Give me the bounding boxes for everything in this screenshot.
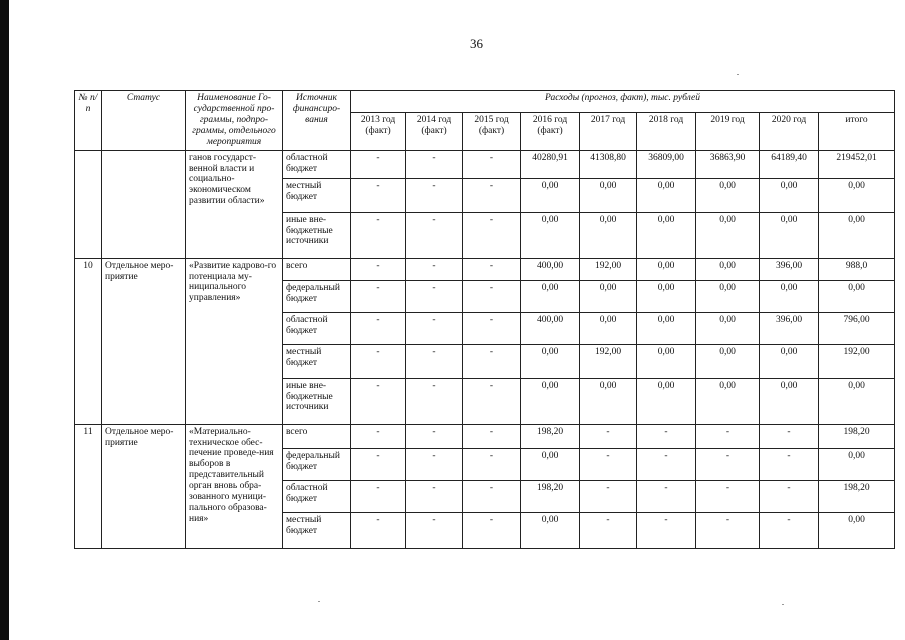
- row-value: -: [637, 424, 696, 448]
- row-value: 988,0: [819, 258, 895, 280]
- row-value: 0,00: [580, 378, 637, 424]
- row-value: 41308,80: [580, 150, 637, 178]
- row-value: 0,00: [521, 448, 580, 480]
- row-value: -: [406, 212, 463, 258]
- row-value: -: [406, 258, 463, 280]
- scan-speck: [782, 604, 784, 605]
- row-value: -: [696, 512, 760, 548]
- scan-speck: [318, 601, 320, 602]
- row-value: 0,00: [521, 378, 580, 424]
- row-value: 198,20: [819, 480, 895, 512]
- row-value: 0,00: [637, 312, 696, 344]
- row-value: 0,00: [521, 178, 580, 212]
- row-value: -: [406, 378, 463, 424]
- row-source: всего: [283, 424, 351, 448]
- row-value: -: [351, 480, 406, 512]
- row-value: 0,00: [696, 378, 760, 424]
- row-value: 0,00: [637, 178, 696, 212]
- row-value: 0,00: [760, 280, 819, 312]
- row-value: -: [463, 150, 521, 178]
- row-source: всего: [283, 258, 351, 280]
- row-value: 0,00: [637, 258, 696, 280]
- row-value: -: [406, 312, 463, 344]
- row-value: -: [406, 480, 463, 512]
- row-value: 0,00: [696, 312, 760, 344]
- row-name: «Материально-техническое обес-печение проведе-ния выборов в представительный орган вновь обра-зованного муници-пального образова-ния»: [186, 424, 283, 548]
- row-value: 198,20: [819, 424, 895, 448]
- row-value: 0,00: [580, 178, 637, 212]
- row-source: федеральный бюджет: [283, 448, 351, 480]
- row-value: 0,00: [521, 512, 580, 548]
- header-year: 2013 год (факт): [351, 113, 406, 150]
- row-value: -: [760, 424, 819, 448]
- row-source: местный бюджет: [283, 344, 351, 378]
- row-value: 396,00: [760, 312, 819, 344]
- header-year: итого: [819, 113, 895, 150]
- row-value: 0,00: [637, 378, 696, 424]
- header-year: 2019 год: [696, 113, 760, 150]
- row-value: 36809,00: [637, 150, 696, 178]
- row-value: 0,00: [696, 344, 760, 378]
- row-value: 0,00: [696, 212, 760, 258]
- row-value: 192,00: [580, 344, 637, 378]
- row-value: -: [463, 312, 521, 344]
- row-value: 0,00: [819, 178, 895, 212]
- row-value: -: [463, 378, 521, 424]
- row-value: 0,00: [819, 212, 895, 258]
- scan-edge: [0, 0, 9, 640]
- row-number: [75, 150, 102, 258]
- row-value: -: [463, 424, 521, 448]
- row-value: -: [463, 280, 521, 312]
- row-value: -: [580, 424, 637, 448]
- row-value: 0,00: [760, 344, 819, 378]
- header-num: № п/п: [75, 91, 102, 151]
- row-value: -: [406, 424, 463, 448]
- row-value: -: [351, 280, 406, 312]
- row-value: -: [463, 448, 521, 480]
- row-value: -: [580, 448, 637, 480]
- row-value: -: [351, 424, 406, 448]
- row-value: -: [351, 178, 406, 212]
- row-value: 198,20: [521, 424, 580, 448]
- header-year: 2017 год: [580, 113, 637, 150]
- row-value: -: [351, 258, 406, 280]
- row-value: -: [580, 480, 637, 512]
- row-value: -: [463, 212, 521, 258]
- header-source: Источник финансиро-вания: [283, 91, 351, 151]
- row-value: 198,20: [521, 480, 580, 512]
- row-value: -: [463, 512, 521, 548]
- header-year: 2015 год (факт): [463, 113, 521, 150]
- row-name: ганов государст-венной власти и социально-экономическом развитии области»: [186, 150, 283, 258]
- row-value: 192,00: [819, 344, 895, 378]
- row-source: федеральный бюджет: [283, 280, 351, 312]
- table-row: [75, 424, 895, 448]
- row-value: 0,00: [696, 258, 760, 280]
- row-status: [102, 150, 186, 258]
- row-value: -: [463, 178, 521, 212]
- row-value: -: [351, 344, 406, 378]
- row-value: -: [406, 150, 463, 178]
- row-value: -: [637, 512, 696, 548]
- row-value: 0,00: [637, 280, 696, 312]
- header-year: 2018 год: [637, 113, 696, 150]
- row-value: -: [406, 448, 463, 480]
- row-value: 0,00: [819, 512, 895, 548]
- row-value: -: [351, 448, 406, 480]
- row-value: 796,00: [819, 312, 895, 344]
- row-number: 11: [75, 424, 102, 548]
- row-source: иные вне-бюджетные источники: [283, 212, 351, 258]
- row-value: -: [760, 448, 819, 480]
- row-value: 0,00: [580, 280, 637, 312]
- row-value: 0,00: [696, 280, 760, 312]
- row-value: 400,00: [521, 312, 580, 344]
- row-source: областной бюджет: [283, 480, 351, 512]
- row-value: 0,00: [521, 212, 580, 258]
- header-year: 2020 год: [760, 113, 819, 150]
- row-source: местный бюджет: [283, 512, 351, 548]
- table-row: [75, 150, 895, 178]
- row-source: местный бюджет: [283, 178, 351, 212]
- row-value: -: [463, 258, 521, 280]
- row-value: 0,00: [521, 344, 580, 378]
- row-status: Отдельное меро-приятие: [102, 258, 186, 424]
- row-value: -: [580, 512, 637, 548]
- row-value: -: [351, 378, 406, 424]
- row-value: 64189,40: [760, 150, 819, 178]
- row-value: -: [760, 512, 819, 548]
- header-year: 2016 год (факт): [521, 113, 580, 150]
- row-value: 40280,91: [521, 150, 580, 178]
- row-value: -: [406, 512, 463, 548]
- budget-table: [74, 90, 895, 549]
- row-value: 0,00: [819, 378, 895, 424]
- header-status: Статус: [102, 91, 186, 151]
- row-value: 0,00: [521, 280, 580, 312]
- row-value: 0,00: [760, 178, 819, 212]
- row-value: 0,00: [696, 178, 760, 212]
- row-value: -: [637, 448, 696, 480]
- row-value: -: [696, 424, 760, 448]
- header-expenses: Расходы (прогноз, факт), тыс. рублей: [351, 91, 895, 113]
- header-name: Наименование Го-сударственной про-граммы, подпро-граммы, отдельного мероприятия: [186, 91, 283, 151]
- row-value: -: [637, 480, 696, 512]
- row-value: -: [406, 280, 463, 312]
- row-status: Отдельное меро-приятие: [102, 424, 186, 548]
- scan-speck: [737, 74, 739, 75]
- row-value: -: [406, 344, 463, 378]
- row-value: 0,00: [819, 448, 895, 480]
- row-value: 0,00: [637, 212, 696, 258]
- row-value: 0,00: [760, 212, 819, 258]
- row-value: 0,00: [580, 212, 637, 258]
- row-value: 0,00: [580, 312, 637, 344]
- row-value: -: [351, 212, 406, 258]
- row-value: -: [696, 448, 760, 480]
- row-value: -: [351, 312, 406, 344]
- row-source: областной бюджет: [283, 150, 351, 178]
- row-value: -: [406, 178, 463, 212]
- row-value: 192,00: [580, 258, 637, 280]
- header-year: 2014 год (факт): [406, 113, 463, 150]
- row-value: -: [351, 512, 406, 548]
- row-value: -: [760, 480, 819, 512]
- page-number: 36: [470, 36, 483, 51]
- row-number: 10: [75, 258, 102, 424]
- row-value: 36863,90: [696, 150, 760, 178]
- row-value: 400,00: [521, 258, 580, 280]
- row-value: -: [463, 344, 521, 378]
- row-value: 219452,01: [819, 150, 895, 178]
- row-value: 396,00: [760, 258, 819, 280]
- row-value: -: [351, 150, 406, 178]
- row-source: иные вне-бюджетные источники: [283, 378, 351, 424]
- row-value: 0,00: [819, 280, 895, 312]
- row-name: «Развитие кадрово-го потенциала му-ниципального управления»: [186, 258, 283, 424]
- row-value: 0,00: [637, 344, 696, 378]
- table-row: [75, 258, 895, 280]
- row-value: 0,00: [760, 378, 819, 424]
- row-value: -: [696, 480, 760, 512]
- row-source: областной бюджет: [283, 312, 351, 344]
- row-value: -: [463, 480, 521, 512]
